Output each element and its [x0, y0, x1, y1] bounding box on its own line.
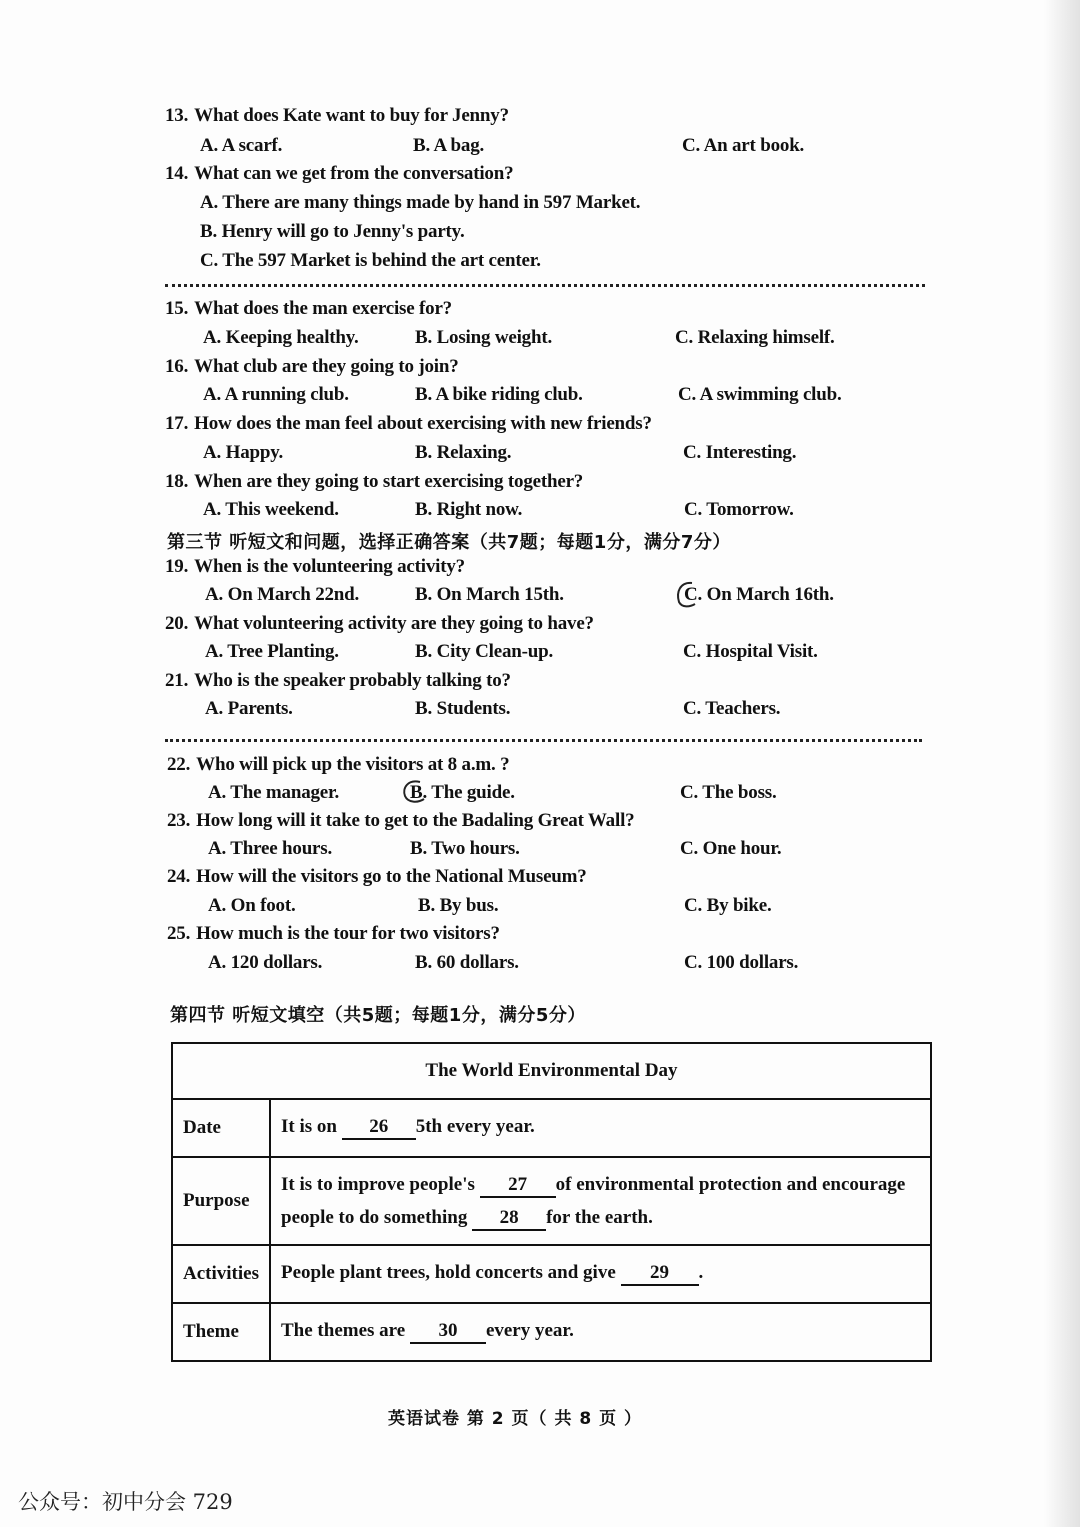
question-14: 14. What can we get from the conversation? [165, 163, 514, 184]
section-3-title: 第三节 听短文和问题，选择正确答案（共7题；每题1分，满分7分） [167, 532, 731, 553]
page-footer: 英语试卷 第 2 页（ 共 8 页 ） [387, 1409, 643, 1429]
watermark: 公众号：初中分会 729 [18, 1490, 233, 1514]
question-18: 18. When are they going to start exercising together? [165, 471, 584, 492]
q22-option-a: A. The manager. [208, 782, 340, 803]
row-label: Activities [172, 1245, 270, 1303]
q21-option-c: C. Teachers. [683, 698, 781, 719]
pen-circle-mark-icon [674, 580, 700, 610]
q17-option-b: B. Relaxing. [415, 442, 512, 463]
table-title: The World Environmental Day [172, 1043, 931, 1099]
table-row-activities [172, 1245, 931, 1303]
q16-option-c: C. A swimming club. [678, 384, 842, 405]
table-row-theme [172, 1303, 931, 1361]
row-content: People plant trees, hold concerts and give 29 . [270, 1245, 931, 1303]
dotted-divider [165, 284, 925, 287]
row-content: The themes are 30 every year. [270, 1303, 931, 1361]
q18-option-b: B. Right now. [415, 499, 523, 520]
q18-option-a: A. This weekend. [203, 499, 339, 520]
question-21: 21. Who is the speaker probably talking to? [165, 670, 511, 691]
question-16: 16. What club are they going to join? [165, 356, 459, 377]
q19-option-c: C. On March 16th. [684, 584, 834, 605]
question-22: 22. Who will pick up the visitors at 8 a.m. ? [167, 754, 510, 775]
q15-option-a: A. Keeping healthy. [203, 327, 359, 348]
question-13: 13. What does Kate want to buy for Jenny? [165, 105, 509, 126]
dotted-divider [165, 739, 922, 742]
section-4-title: 第四节 听短文填空（共5题；每题1分，满分5分） [170, 1005, 586, 1026]
q16-option-a: A. A running club. [203, 384, 349, 405]
q25-option-b: B. 60 dollars. [415, 952, 519, 973]
question-17: 17. How does the man feel about exercising with new friends? [165, 413, 652, 434]
table-row-date [172, 1099, 931, 1157]
pen-circle-mark-icon [400, 778, 428, 806]
answer-blank-28: 28 [472, 1208, 546, 1231]
q22-option-c: C. The boss. [680, 782, 777, 803]
row-label: Date [172, 1099, 270, 1157]
row-content: It is on 26 5th every year. [270, 1099, 931, 1157]
q25-option-c: C. 100 dollars. [684, 952, 799, 973]
question-19: 19. When is the volunteering activity? [165, 556, 465, 577]
q23-option-c: C. One hour. [680, 838, 782, 859]
question-23: 23. How long will it take to get to the Badaling Great Wall? [167, 810, 635, 831]
row-label: Theme [172, 1303, 270, 1361]
q13-option-b: B. A bag. [413, 135, 485, 156]
q21-option-b: B. Students. [415, 698, 511, 719]
question-15: 15. What does the man exercise for? [165, 298, 452, 319]
row-content: It is to improve people's 27 of environmental protection and encourage people to do something 28 for the earth. [270, 1157, 931, 1245]
question-25: 25. How much is the tour for two visitors? [167, 923, 500, 944]
q20-option-b: B. City Clean-up. [415, 641, 554, 662]
table-header-row [172, 1043, 931, 1099]
answer-blank-27: 27 [480, 1175, 556, 1198]
answer-blank-26: 26 [342, 1117, 416, 1140]
q14-option-c: C. The 597 Market is behind the art center. [200, 250, 541, 271]
answer-blank-29: 29 [621, 1263, 699, 1286]
q25-option-a: A. 120 dollars. [208, 952, 323, 973]
q17-option-c: C. Interesting. [683, 442, 797, 463]
q20-option-a: A. Tree Planting. [205, 641, 339, 662]
q20-option-c: C. Hospital Visit. [683, 641, 818, 662]
question-24: 24. How will the visitors go to the National Museum? [167, 866, 587, 887]
q23-option-b: B. Two hours. [410, 838, 520, 859]
q23-option-a: A. Three hours. [208, 838, 333, 859]
q24-option-a: A. On foot. [208, 895, 296, 916]
q22-option-b: B. The guide. [410, 782, 515, 803]
fill-in-table [171, 1042, 932, 1362]
row-label: Purpose [172, 1157, 270, 1245]
page-edge-shadow [1044, 0, 1080, 1527]
table-row-purpose [172, 1157, 931, 1245]
q19-option-a: A. On March 22nd. [205, 584, 360, 605]
q15-option-c: C. Relaxing himself. [675, 327, 835, 348]
question-20: 20. What volunteering activity are they going to have? [165, 613, 594, 634]
q24-option-b: B. By bus. [418, 895, 499, 916]
q21-option-a: A. Parents. [205, 698, 293, 719]
q16-option-b: B. A bike riding club. [415, 384, 583, 405]
answer-blank-30: 30 [410, 1321, 486, 1344]
q24-option-c: C. By bike. [684, 895, 772, 916]
q13-option-c: C. An art book. [682, 135, 805, 156]
q14-option-b: B. Henry will go to Jenny's party. [200, 221, 465, 242]
q13-option-a: A. A scarf. [200, 135, 283, 156]
q18-option-c: C. Tomorrow. [684, 499, 794, 520]
q14-option-a: A. There are many things made by hand in 597 Market. [200, 192, 641, 213]
q17-option-a: A. Happy. [203, 442, 284, 463]
q15-option-b: B. Losing weight. [415, 327, 553, 348]
q19-option-b: B. On March 15th. [415, 584, 564, 605]
